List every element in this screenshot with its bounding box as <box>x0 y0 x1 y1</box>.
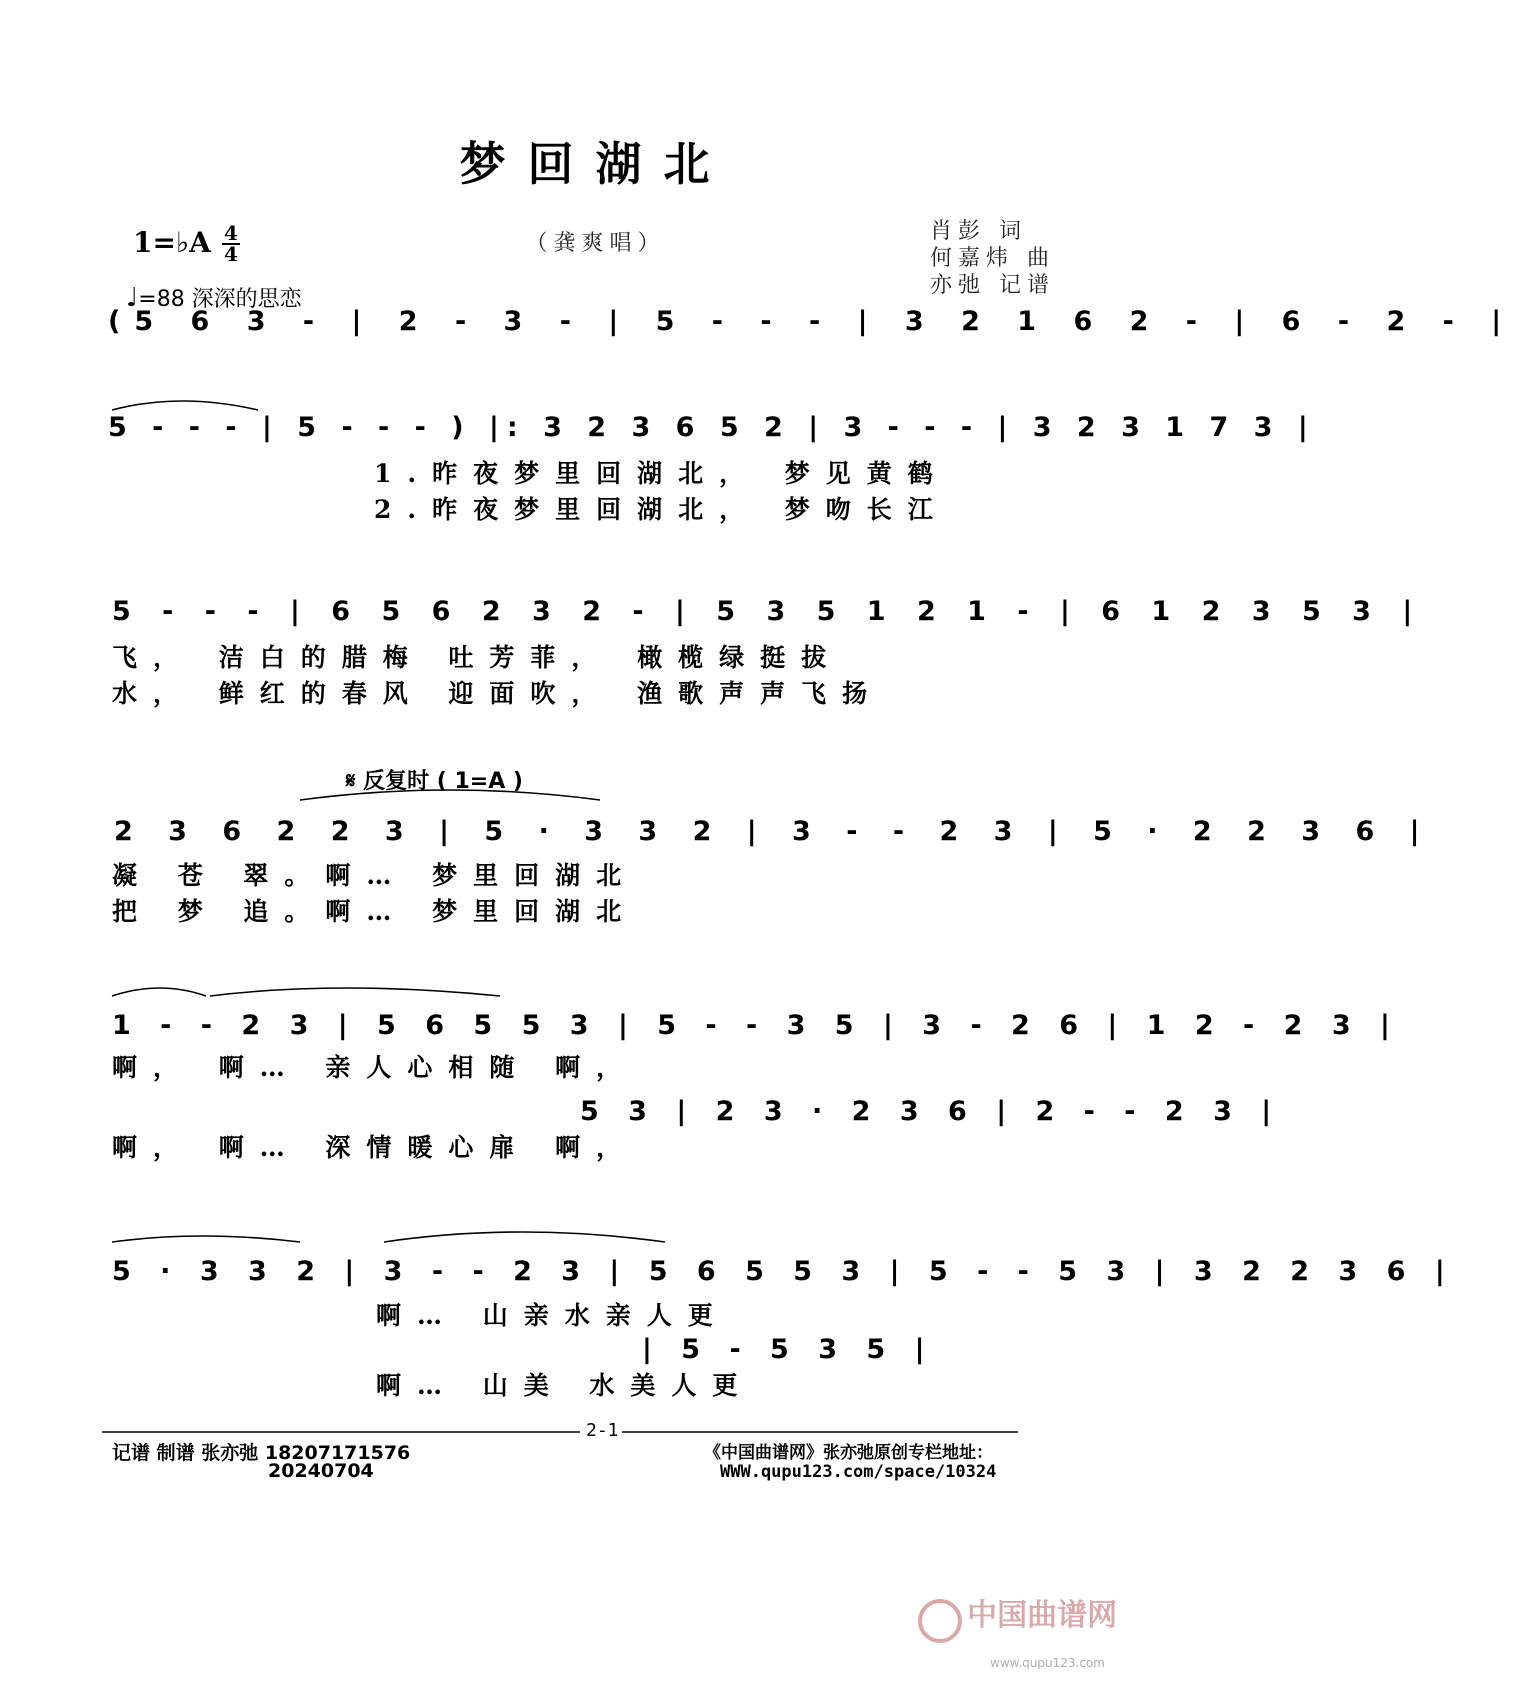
composer: 何嘉炜 曲 <box>930 246 1055 271</box>
lyrics-row-6-verse-1: 啊… 山亲水亲人更 <box>376 1301 729 1330</box>
slur <box>112 401 258 410</box>
watermark-logo <box>918 1590 1117 1643</box>
lyrics-row-4-verse-1: 凝 苍 翠。啊… 梦里回湖北 <box>112 861 638 890</box>
lyrics-row-2-verse-1: 1.昨夜梦里回湖北， 梦见黄鹤 <box>374 459 949 488</box>
slur <box>112 1236 300 1242</box>
watermark-text: 中国曲谱网 <box>967 1598 1118 1633</box>
melody-text: (5 6 3 - | 2 - 3 - | 5 - - - | 3 2 1 6 2 - | 6 - 2 - | <box>108 306 1515 337</box>
lyrics-row-5-verse-2: 啊， 啊… 深情暖心扉 啊， <box>112 1133 638 1162</box>
footer-site-url: WWW.qupu123.com/space/10324 <box>720 1462 997 1482</box>
segno-repeat-note: 𝄋 反复时 ( 1=A ) <box>346 769 523 794</box>
transcriber: 亦弛 记谱 <box>930 273 1055 298</box>
watermark-url: www.qupu123.com <box>990 1656 1105 1670</box>
melody-text: 5 - - - | 6 5 6 2 3 2 - | 5 3 5 1 2 1 - | 6 1 2 3 5 3 | <box>112 596 1424 627</box>
lyrics-row-5-verse-1: 啊， 啊… 亲人心相随 啊， <box>112 1053 638 1082</box>
footer-transcriber-contact: 记谱 制谱 张亦弛 18207171576 <box>112 1442 411 1464</box>
slur <box>384 1232 665 1242</box>
tempo-text: =88 深深的思恋 <box>138 287 302 312</box>
lyrics-row-4-verse-2: 把 梦 追。啊… 梦里回湖北 <box>112 897 638 926</box>
slur <box>112 988 206 996</box>
slur <box>300 790 600 800</box>
lyricist: 肖彭 词 <box>930 219 1027 244</box>
melody-text: 1 - - 2 3 | 5 6 5 5 3 | 5 - - 3 5 | 3 - 2 6 | 1 2 - 2 3 | <box>112 1010 1400 1041</box>
meter-top: 4 <box>224 221 238 245</box>
melody-text: | 5 - 5 3 5 | <box>642 1334 935 1365</box>
singer: （龚爽唱） <box>525 231 666 256</box>
lyrics-row-3-verse-1: 飞， 洁白的腊梅 吐芳菲， 橄榄绿挺拔 <box>112 643 843 672</box>
footer-date: 20240704 <box>268 1460 374 1482</box>
page-number: 2-1 <box>586 1420 619 1441</box>
key-signature: 1=♭A <box>133 226 211 259</box>
slur <box>210 988 500 996</box>
page-title: 梦回湖北 <box>459 137 732 191</box>
lyrics-row-3-verse-2: 水， 鲜红的春风 迎面吹， 渔歌声声飞扬 <box>112 679 884 708</box>
quarter-note-icon: ♩ <box>126 283 139 313</box>
footer-site-label: 《中国曲谱网》张亦弛原创专栏地址： <box>704 1443 993 1463</box>
lyrics-row-6-verse-2: 啊… 山美 水美人更 <box>376 1371 754 1400</box>
lyrics-row-2-verse-2: 2.昨夜梦里回湖北， 梦吻长江 <box>374 495 949 524</box>
melody-text: 5 - - - | 5 - - - ) |: 3 2 3 6 5 2 | 3 - - - | 3 2 3 1 7 3 | <box>108 412 1316 443</box>
meter-bottom: 4 <box>224 242 238 266</box>
melody-text: 5 3 | 2 3 · 2 3 6 | 2 - - 2 3 | <box>580 1096 1282 1127</box>
logo-icon <box>918 1599 962 1643</box>
melody-text: 5 · 3 3 2 | 3 - - 2 3 | 5 6 5 5 3 | 5 - - 5 3 | 3 2 2 3 6 | <box>112 1256 1455 1287</box>
melody-text: 2 3 6 2 2 3 | 5 · 3 3 2 | 3 - - 2 3 | 5 · 2 2 3 6 | <box>114 816 1433 847</box>
